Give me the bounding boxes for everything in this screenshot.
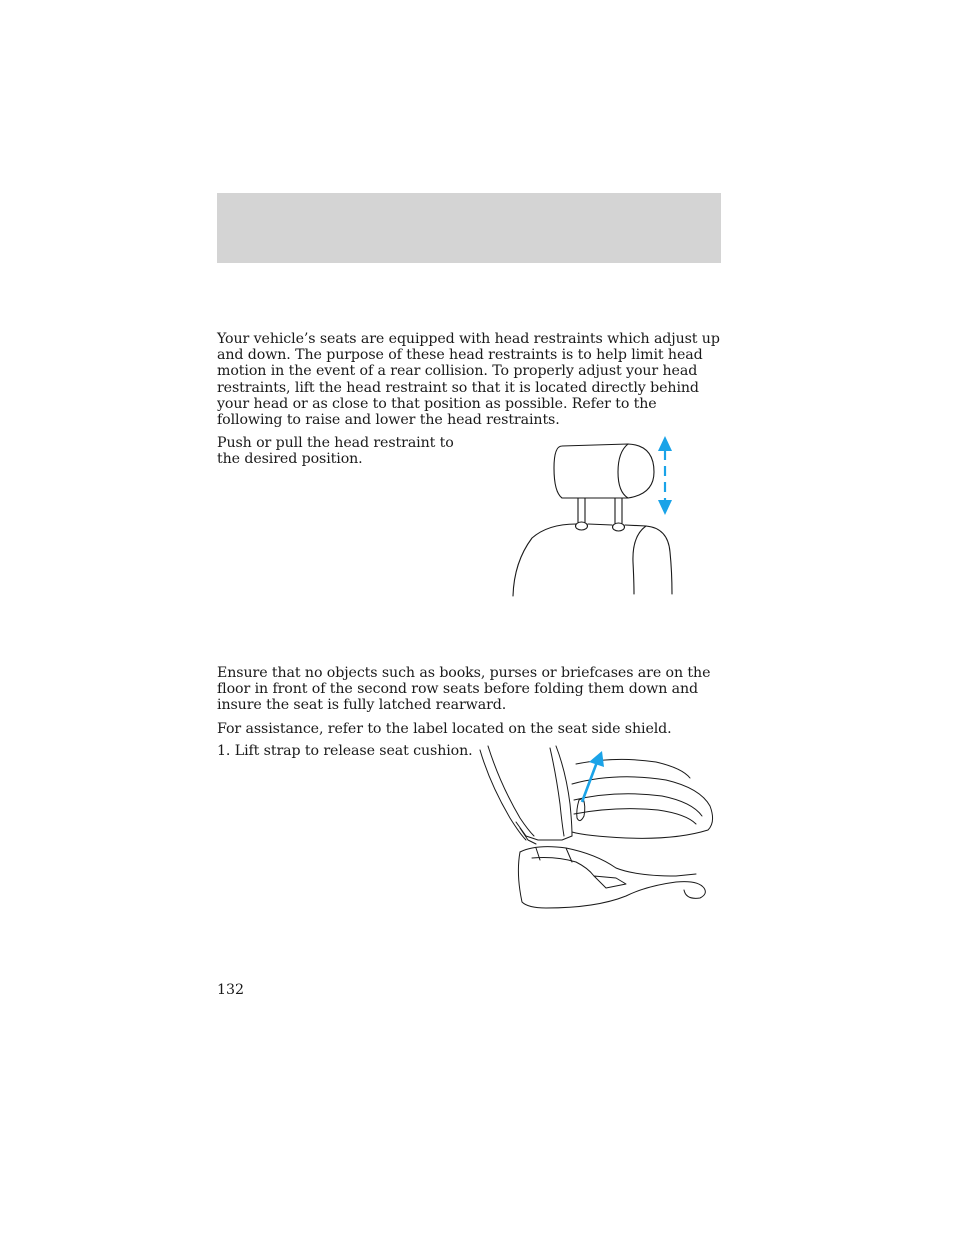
up-down-arrow-icon	[658, 436, 672, 515]
page-number: 132	[217, 982, 245, 998]
post-collar-left	[576, 522, 588, 530]
cushion-seam-2	[574, 809, 696, 824]
step-1-text: 1. Lift strap to release seat cushion.	[217, 743, 473, 759]
base-latch	[594, 876, 626, 888]
seat-cushion-release-strap-illustration	[476, 744, 721, 912]
headrest-post-left	[578, 498, 585, 522]
headrest-side-contour	[618, 444, 628, 498]
assistance-paragraph: For assistance, refer to the label located on the seat side shield.	[217, 721, 672, 737]
seat-cushion-outline	[572, 777, 713, 839]
seatback-side-bolster	[633, 526, 646, 594]
seatback-left-edge	[513, 524, 576, 596]
seatback-top-mid	[588, 524, 612, 525]
base-detail-1	[532, 858, 594, 877]
seat-side-shield	[518, 852, 705, 908]
head-restraint-intro-paragraph: Your vehicle’s seats are equipped with head restraints which adjust up and down. The purpose of these head restraints is to help limit head motion in the event of a rear collision. To properly adjust your head restraints, lift the head restraint so that it is located directly behind your head or as close to that position as possible. Refer to the following to raise and lower the head restraints.	[217, 331, 720, 429]
seat-base-top	[520, 847, 696, 876]
headrest-pad	[554, 444, 654, 498]
fold-seats-warning-paragraph: Ensure that no objects such as books, purses or briefcases are on the floor in front of the second row seats before folding them down and insure the seat is fully latched rearward.	[217, 665, 711, 714]
cushion-seam-1	[574, 794, 702, 816]
seatback-right-edge	[625, 525, 672, 594]
headrest-post-right	[615, 498, 622, 523]
lift-arrow-icon	[582, 751, 604, 802]
seatback-rear-edge-inner	[488, 746, 534, 836]
seatback-front-edge	[550, 748, 564, 836]
head-restraint-adjust-illustration	[508, 432, 678, 598]
post-collar-right	[613, 523, 625, 531]
head-restraint-instruction: Push or pull the head restraint to the desired position.	[217, 435, 454, 468]
section-header-band	[217, 193, 721, 263]
